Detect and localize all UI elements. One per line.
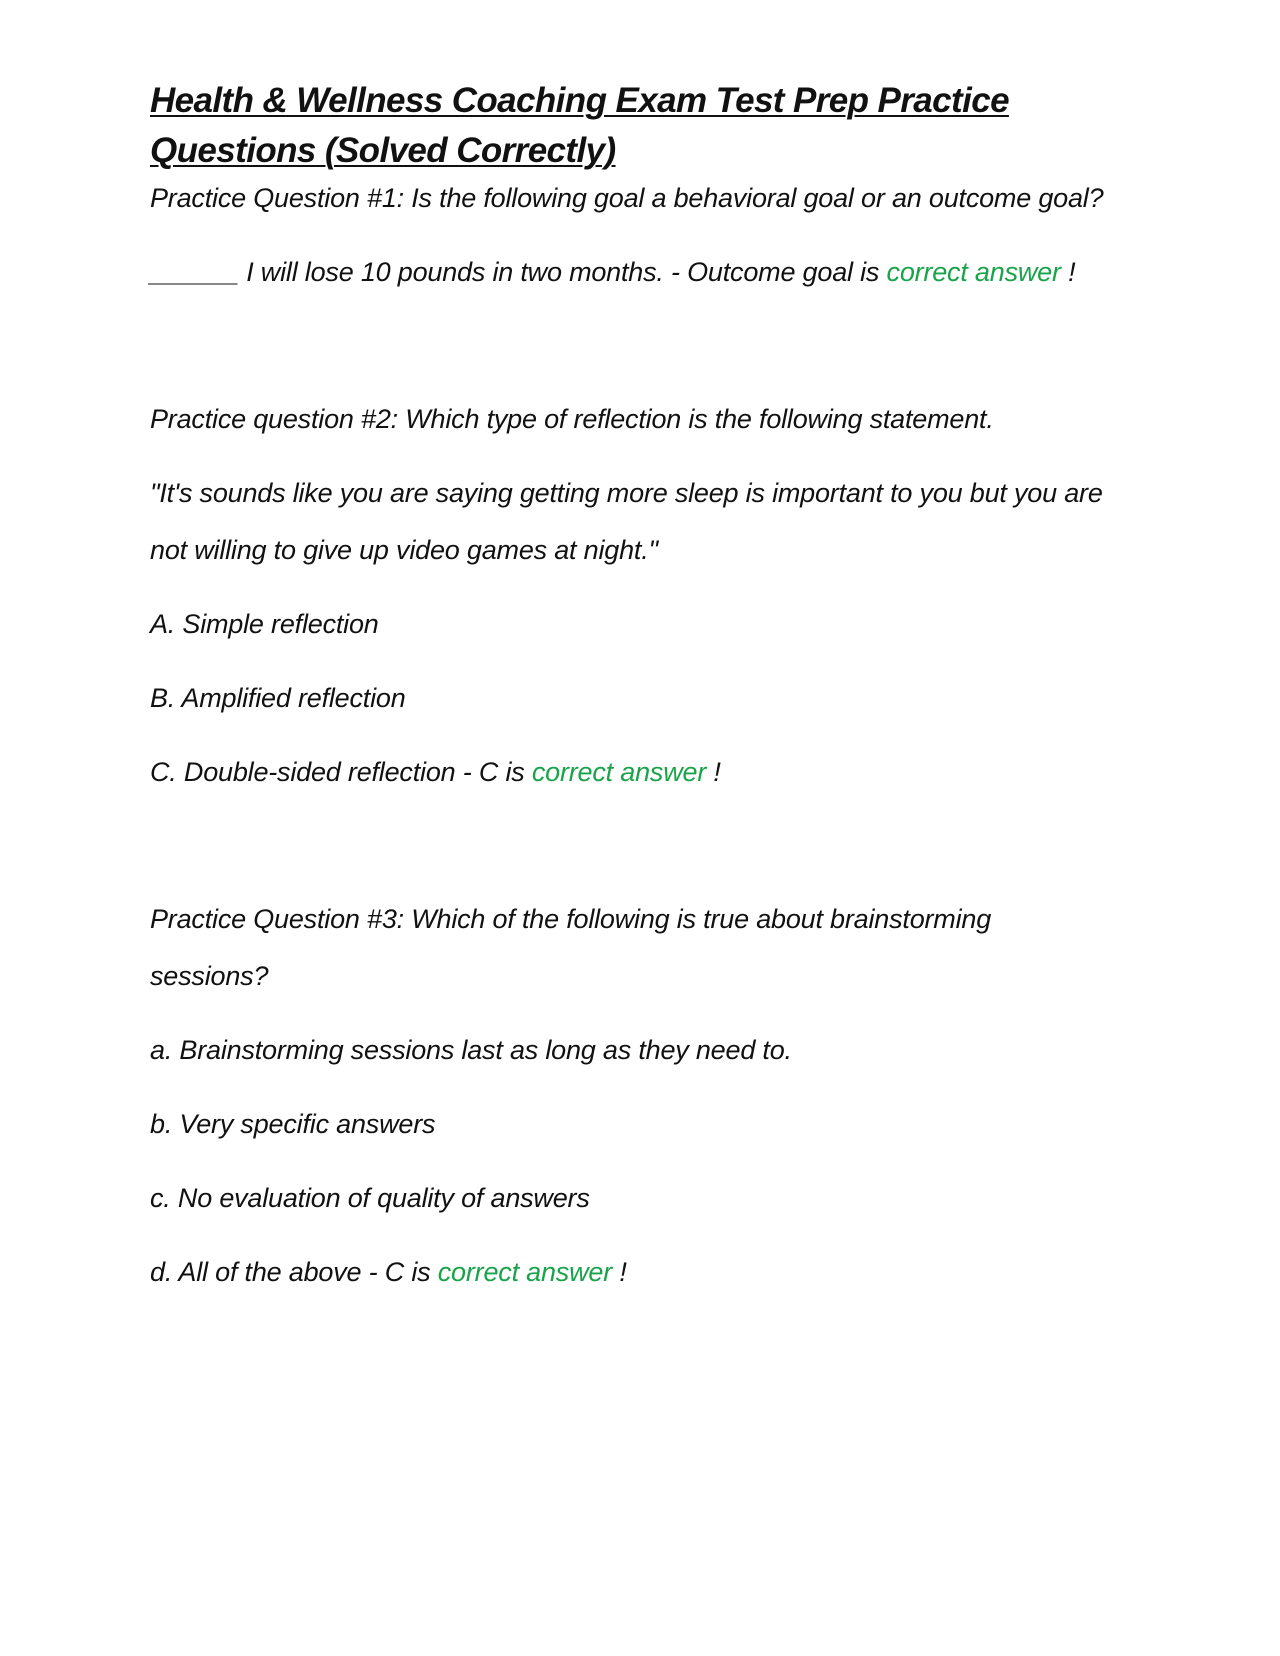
question-3-option-b: b. Very specific answers <box>150 1109 436 1139</box>
question-3-answer-highlight: correct answer <box>437 1257 613 1287</box>
title-line-1: Health & Wellness Coaching Exam Test Prep Practice <box>150 81 1009 120</box>
question-3-suffix: ! <box>612 1257 627 1287</box>
question-2-prompt: Practice question #2: Which type of reflection is the following statement. <box>150 404 994 434</box>
question-3-option-d <box>150 1244 1110 1301</box>
question-2-option-c-text: C. Double-sided reflection - C is <box>150 757 532 787</box>
title-line-2: Questions (Solved Correctly) <box>150 131 616 170</box>
question-2-option-a: A. Simple reflection <box>150 609 379 639</box>
document-title <box>150 76 1110 176</box>
question-2-answer-highlight: correct answer <box>531 757 707 787</box>
question-3-option-a: a. Brainstorming sessions last as long as they need to. <box>150 1035 792 1065</box>
question-2-option-c <box>150 744 1110 801</box>
question-3-option-d-text: d. All of the above - C is <box>150 1257 438 1287</box>
question-1-statement-text: ______ I will lose 10 pounds in two months. - Outcome goal is <box>150 257 887 287</box>
question-3-prompt: Practice Question #3: Which of the following is true about brainstorming sessions? <box>150 904 992 991</box>
question-3-option-c: c. No evaluation of quality of answers <box>150 1183 590 1213</box>
question-1-answer-highlight: correct answer <box>886 257 1061 287</box>
question-1-statement <box>150 244 1110 301</box>
question-2-option-b: B. Amplified reflection <box>150 683 406 713</box>
document-body <box>150 76 1110 1301</box>
question-2-quote: "It's sounds like you are saying getting more sleep is important to you but you are not willing to give up video games at night." <box>150 478 1103 565</box>
question-2-suffix: ! <box>706 757 721 787</box>
question-1-prompt: Practice Question #1: Is the following goal a behavioral goal or an outcome goal? <box>150 183 1104 213</box>
question-1-suffix: ! <box>1060 257 1076 287</box>
